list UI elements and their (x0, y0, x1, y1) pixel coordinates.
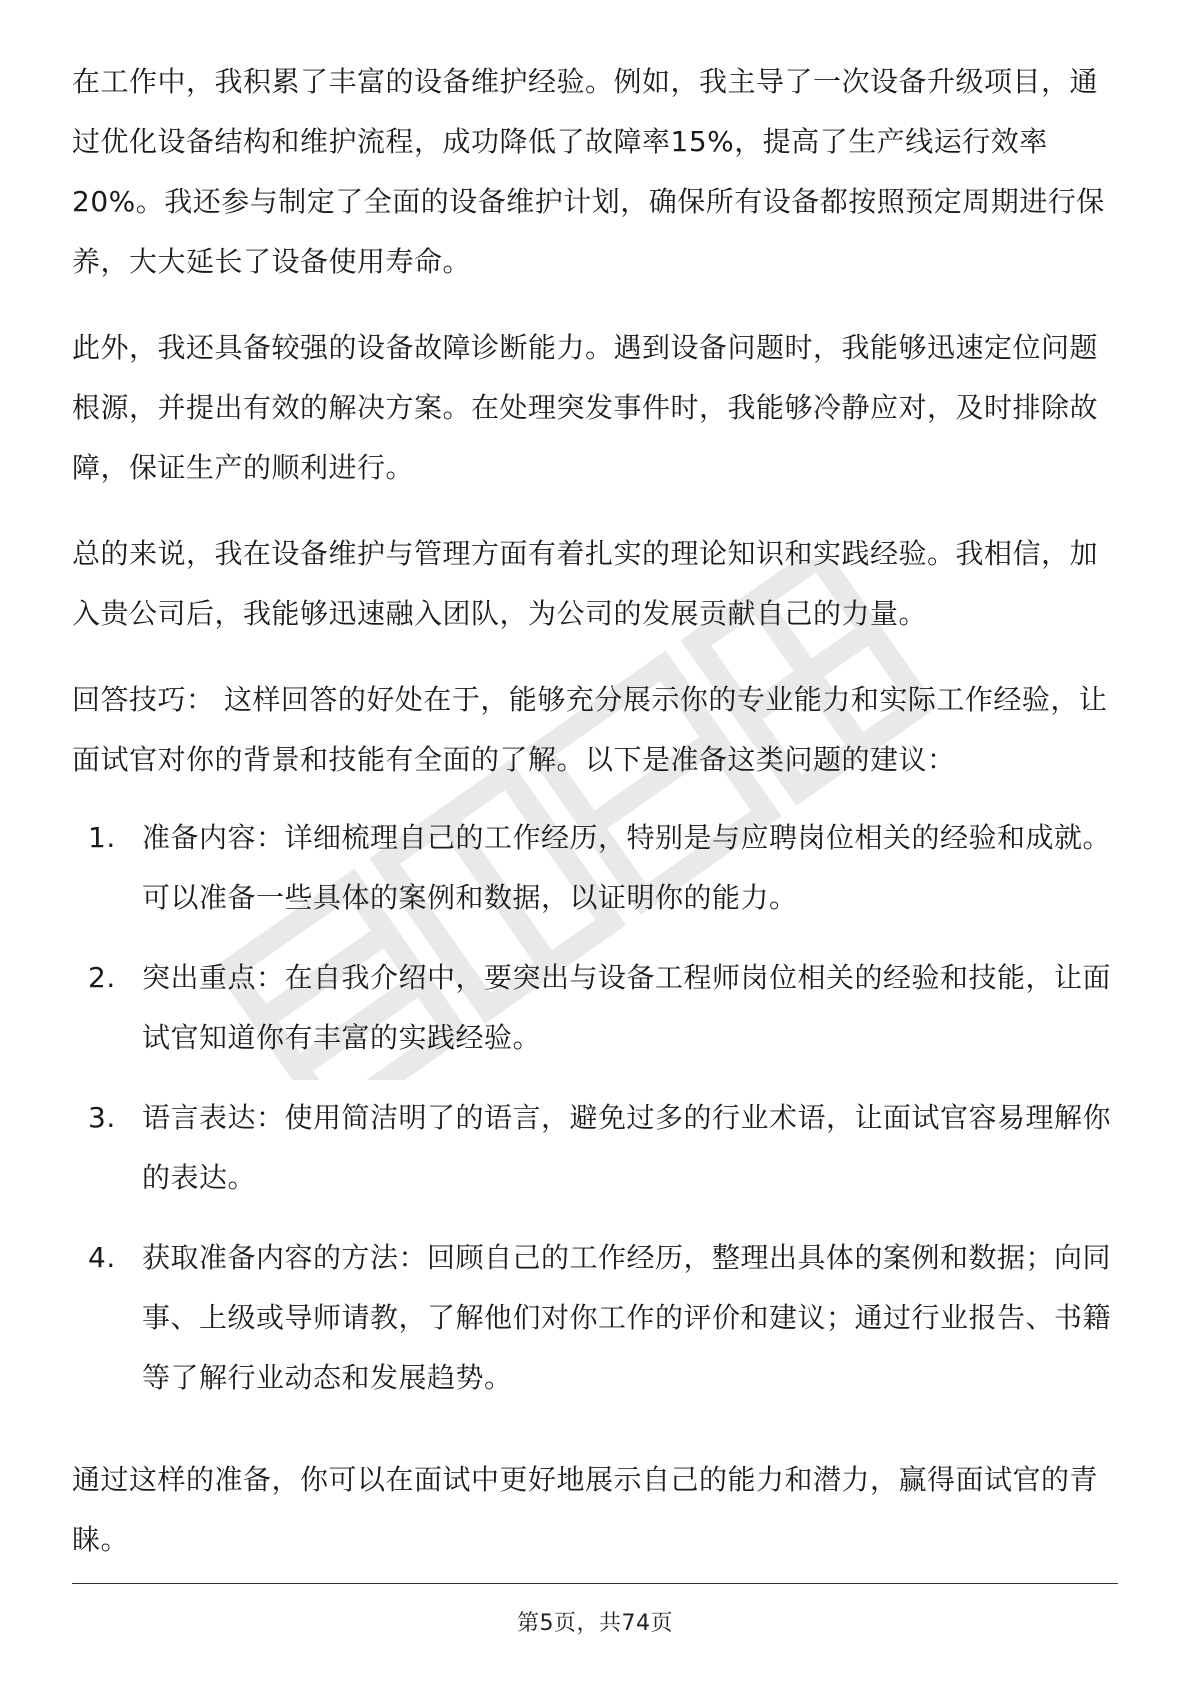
list-item (72, 948, 1122, 1068)
list-item-text: 获取准备内容的方法：回顾自己的工作经历，整理出具体的案例和数据；向同事、上级或导师请教，了解他们对你工作的评价和建议；通过行业报告、书籍等了解行业动态和发展趋势。 (142, 1241, 1112, 1394)
list-item-text: 准备内容：详细梳理自己的工作经历，特别是与应聘岗位相关的经验和成就。可以准备一些具体的案例和数据，以证明你的能力。 (142, 821, 1112, 914)
list-item-text: 语言表达：使用简洁明了的语言，避免过多的行业术语，让面试官容易理解你的表达。 (142, 1101, 1112, 1194)
paragraph-tips-intro: 回答技巧： 这样回答的好处在于，能够充分展示你的专业能力和实际工作经验，让面试官对你的背景和技能有全面的了解。以下是准备这类问题的建议： (72, 683, 1108, 776)
paragraph-closing: 通过这样的准备，你可以在面试中更好地展示自己的能力和潜力，赢得面试官的青睐。 (72, 1463, 1099, 1556)
list-item-number: 1. (88, 821, 116, 854)
paragraph-experience: 在工作中，我积累了丰富的设备维护经验。例如，我主导了一次设备升级项目，通过优化设备结构和维护流程，成功降低了故障率15%，提高了生产线运行效率20%。我还参与制定了全面的设备维护计划，确保所有设备都按照预定周期进行保养，大大延长了设备使用寿命。 (72, 65, 1105, 278)
list-item (72, 1088, 1122, 1208)
list-item-number: 4. (88, 1241, 116, 1274)
list-item-number: 2. (88, 961, 116, 994)
list-item-text: 突出重点：在自我介绍中，要突出与设备工程师岗位相关的经验和技能，让面试官知道你有丰富的实践经验。 (142, 961, 1112, 1054)
list-item-number: 3. (88, 1101, 116, 1134)
paragraph-summary: 总的来说，我在设备维护与管理方面有着扎实的理论知识和实践经验。我相信，加入贵公司后，我能够迅速融入团队，为公司的发展贡献自己的力量。 (72, 537, 1099, 630)
page-number: 第5页，共74页 (517, 1611, 673, 1636)
footer-divider (72, 1583, 1118, 1584)
list-item (72, 808, 1122, 928)
list-item (72, 1228, 1122, 1408)
paragraph-diagnosis: 此外，我还具备较强的设备故障诊断能力。遇到设备问题时，我能够迅速定位问题根源，并提出有效的解决方案。在处理突发事件时，我能够冷静应对，及时排除故障，保证生产的顺利进行。 (72, 331, 1099, 484)
page-content (72, 52, 1122, 1570)
tips-list (72, 808, 1122, 1408)
